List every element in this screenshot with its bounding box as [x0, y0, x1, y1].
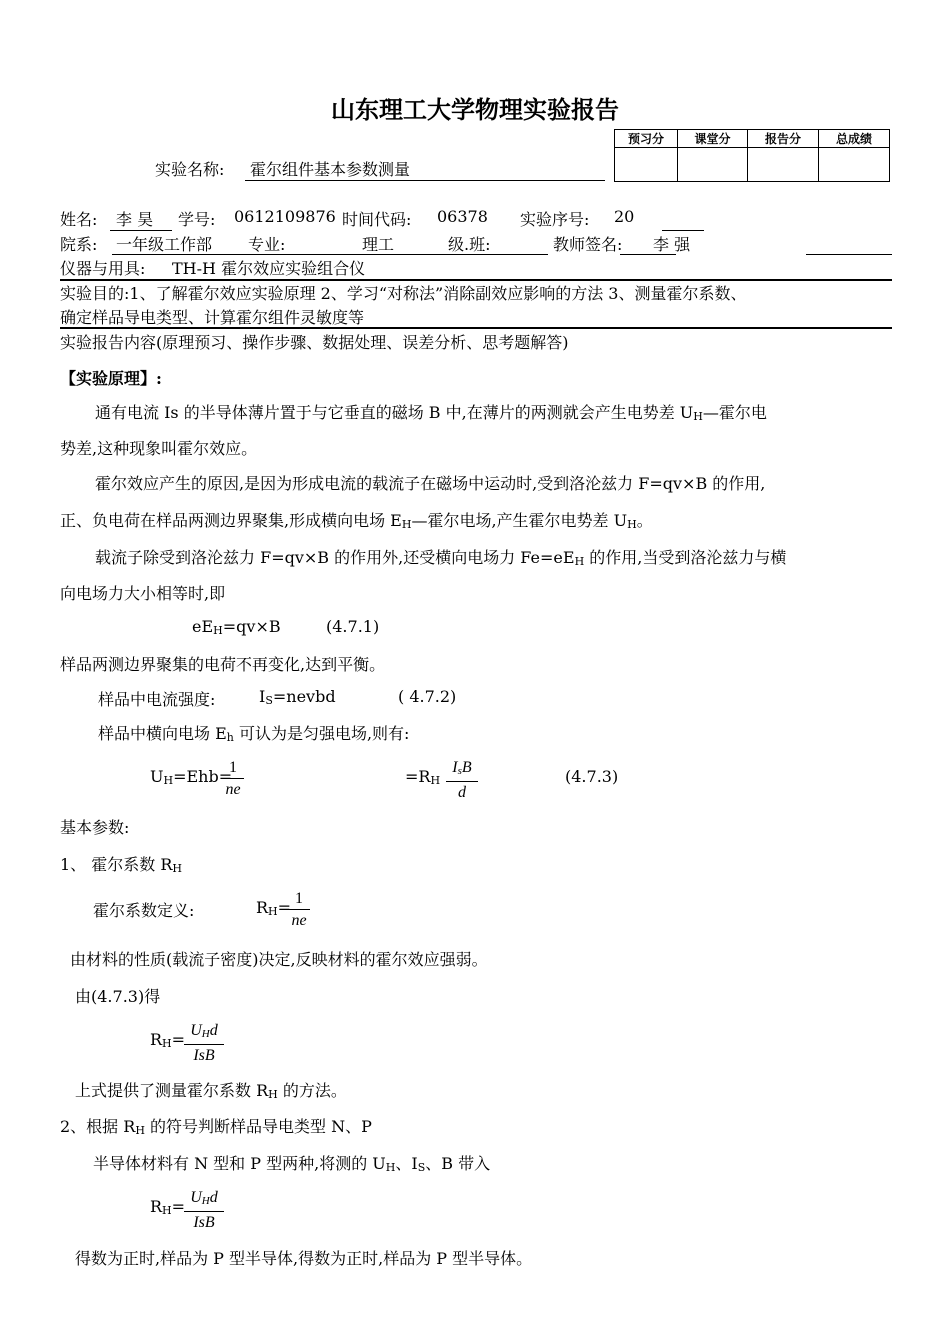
- score-cell-report[interactable]: [748, 148, 819, 182]
- dept-label: 院系:: [60, 235, 98, 254]
- score-header-preview: 预习分: [615, 130, 678, 148]
- teacher-name: 李 强: [653, 235, 691, 254]
- score-cell-total[interactable]: [819, 148, 890, 182]
- time-code: 06378: [437, 207, 488, 226]
- name-underline: [110, 230, 172, 231]
- score-cell-class[interactable]: [678, 148, 748, 182]
- fraction-isb-over-d: IsB d: [446, 758, 478, 804]
- derived-from-label: 由(4.7.3)得: [75, 987, 161, 1006]
- class-label: 级.班:: [448, 235, 491, 254]
- rh-formula-left: RH=: [150, 1197, 186, 1217]
- purpose-line-1: 实验目的:1、了解霍尔效应实验原理 2、学习“对称法”消除副效应影响的方法 3、测量霍尔系数、: [60, 284, 747, 303]
- equation-number: (4.7.1): [326, 617, 380, 636]
- student-id-label: 学号:: [178, 210, 216, 229]
- experiment-seq: 20: [614, 207, 635, 226]
- current-label: 样品中电流强度:: [98, 690, 216, 709]
- semiconductor-text: 半导体材料有 N 型和 P 型两种,将测的 UH、IS、B 带入: [93, 1154, 491, 1174]
- report-content-line: 实验报告内容(原理预习、操作步骤、数据处理、误差分析、思考题解答): [60, 333, 569, 352]
- paragraph-1-line-1: 通有电流 Is 的半导体薄片置于与它垂直的磁场 B 中,在薄片的两测就会产生电势差 UH—霍尔电: [95, 403, 767, 423]
- divider: [60, 327, 892, 329]
- page-title: 山东理工大学物理实验报告: [331, 95, 619, 124]
- dept-underline: [112, 254, 548, 255]
- definition-description: 由材料的性质(载流子密度)决定,反映材料的霍尔效应强弱。: [70, 950, 488, 969]
- equation-4-7-1: eEH=qv×B: [192, 617, 281, 637]
- experiment-name-label: 实验名称:: [155, 160, 225, 179]
- name-label: 姓名:: [60, 210, 98, 229]
- method-note: 上式提供了测量霍尔系数 RH 的方法。: [75, 1081, 347, 1101]
- student-name: 李 昊: [116, 210, 154, 229]
- score-cell-preview[interactable]: [615, 148, 678, 182]
- paragraph-3-line-2: 向电场力大小相等时,即: [60, 584, 226, 603]
- fraction-one-over-ne: 1 ne: [222, 758, 244, 801]
- rh-formula-left: RH=: [150, 1030, 186, 1050]
- experiment-name: 霍尔组件基本参数测量: [250, 160, 411, 179]
- definition-equation: RH=: [256, 898, 292, 918]
- basic-params-heading: 基本参数:: [60, 818, 130, 837]
- equipment: TH-H 霍尔效应实验组合仪: [172, 259, 366, 278]
- teacher-label: 教师签名:: [553, 235, 623, 254]
- time-code-label: 时间代码:: [342, 210, 412, 229]
- equation-4-7-3-left: UH=Ehb=: [150, 767, 233, 787]
- score-header-report: 报告分: [748, 130, 819, 148]
- seq-underline: [662, 230, 704, 231]
- dept: 一年级工作部: [116, 235, 213, 254]
- paragraph-2-line-2: 正、负电荷在样品两测边界聚集,形成横向电场 EH—霍尔电场,产生霍尔电势差 UH。: [60, 511, 653, 531]
- item-2-heading: 2、根据 RH 的符号判断样品导电类型 N、P: [60, 1117, 372, 1137]
- score-header-class: 课堂分: [678, 130, 748, 148]
- purpose-line-2: 确定样品导电类型、计算霍尔组件灵敏度等: [60, 308, 365, 327]
- paragraph-2-line-1: 霍尔效应产生的原因,是因为形成电流的载流子在磁场中运动时,受到洛沦兹力 F=qv×B 的作用,: [95, 474, 766, 493]
- fraction-uhd-over-isb: UHd IsB: [184, 1021, 224, 1067]
- extra-underline: [806, 254, 892, 255]
- definition-label: 霍尔系数定义:: [93, 901, 195, 920]
- fraction-one-over-ne: 1 ne: [288, 889, 310, 932]
- score-header-total: 总成绩: [819, 130, 890, 148]
- section-heading: 【实验原理】:: [60, 369, 162, 388]
- experiment-name-underline: [245, 180, 605, 181]
- equation-number: ( 4.7.2): [398, 687, 457, 706]
- paragraph-1-line-2: 势差,这种现象叫霍尔效应。: [60, 439, 258, 458]
- fraction-uhd-over-isb: UHd IsB: [184, 1188, 224, 1234]
- equation-4-7-3-mid: =RH: [405, 767, 441, 787]
- student-id: 0612109876: [234, 207, 336, 226]
- teacher-underline: [620, 254, 676, 255]
- item-1-heading: 1、 霍尔系数 RH: [60, 855, 182, 875]
- major: 理工: [362, 235, 395, 254]
- major-label: 专业:: [248, 235, 286, 254]
- paragraph-3-line-1: 载流子除受到洛沦兹力 F=qv×B 的作用外,还受横向电场力 Fe=eEH 的作用,当受到洛沦兹力与横: [95, 548, 787, 568]
- equation-number: (4.7.3): [565, 767, 619, 786]
- paragraph-6: 样品中横向电场 Eh 可认为是匀强电场,则有:: [98, 724, 410, 744]
- equipment-label: 仪器与用具:: [60, 259, 146, 278]
- equation-4-7-2: IS=nevbd: [259, 687, 336, 707]
- paragraph-4: 样品两测边界聚集的电荷不再变化,达到平衡。: [60, 655, 386, 674]
- score-table: [614, 129, 890, 182]
- conclusion: 得数为正时,样品为 P 型半导体,得数为正时,样品为 P 型半导体。: [75, 1249, 533, 1268]
- experiment-seq-label: 实验序号:: [520, 210, 590, 229]
